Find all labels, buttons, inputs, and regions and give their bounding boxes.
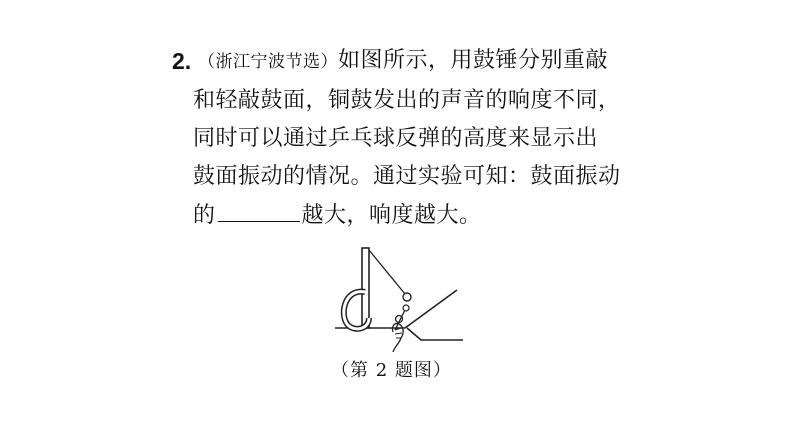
figure-caption: （第 2 题图） [331,360,452,381]
question-line-5 [193,199,482,233]
question-line-2: 和轻敲鼓面，铜鼓发出的声音的响度不同， [193,88,621,113]
ping-pong-ball [403,293,411,301]
line5-before: 的 [193,203,216,228]
experiment-figure [335,240,465,358]
drum-experiment-illustration [335,240,465,358]
answer-blank[interactable] [218,201,300,222]
line5-after: 越大，响度越大。 [301,203,482,228]
question-line-1-text: 如图所示，用鼓锤分别重敲 [338,48,609,73]
question-line-3: 同时可以通过乒乓球反弹的高度来显示出 [193,126,599,151]
question-line-4: 鼓面振动的情况。通过实验可知：鼓面振动 [193,164,621,189]
question-source: （浙江宁波节选） [198,52,338,72]
drumstick-head [403,305,409,311]
drum-front-edge [407,328,463,340]
question-line-1 [198,44,608,79]
drum-surface-edge [405,290,457,328]
question-number: 2. [172,48,192,74]
pendulum-string [369,250,405,294]
stand-pole [362,248,369,328]
